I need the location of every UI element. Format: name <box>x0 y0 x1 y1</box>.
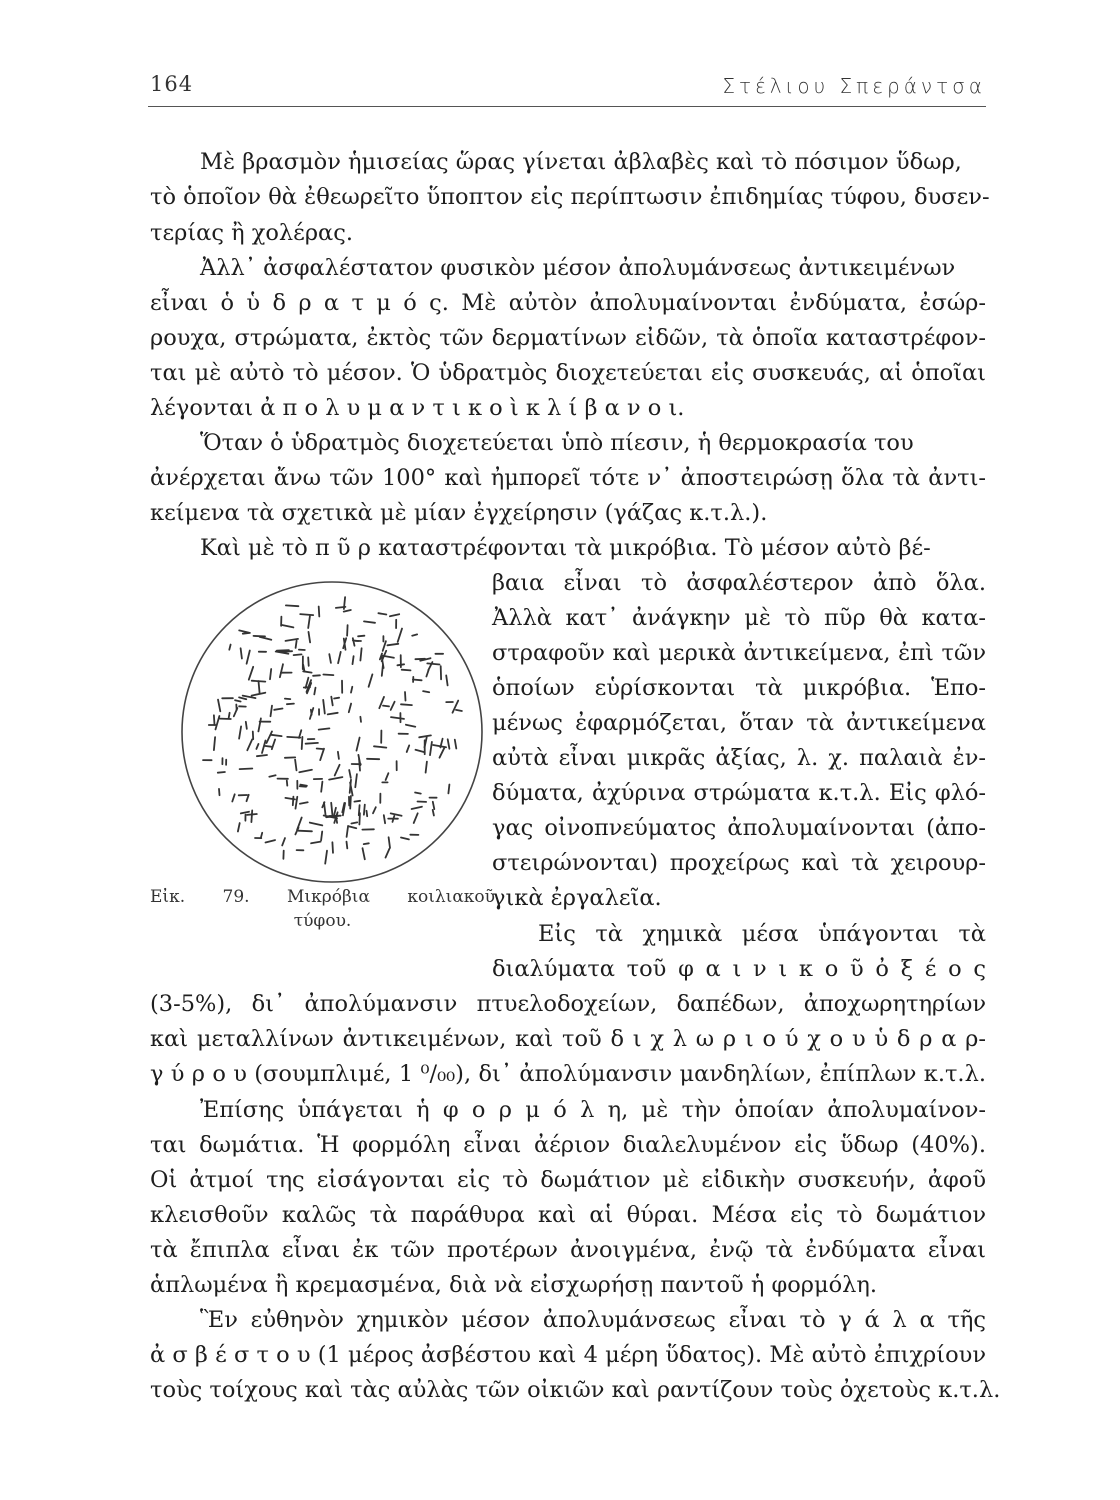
bacillus <box>258 718 261 731</box>
bacillus <box>252 693 266 696</box>
bacillus <box>433 745 446 747</box>
text-line: στειρώνονται) προχείρως καὶ τὰ χειρουρ- <box>492 850 986 876</box>
bacillus <box>334 808 336 815</box>
bacillus <box>382 665 383 676</box>
bacillus <box>338 752 339 759</box>
bacillus <box>298 831 312 832</box>
bacillus <box>369 674 373 686</box>
bacillus <box>414 813 418 823</box>
text-line: δύματα, ἀχύρινα στρώματα κ.τ.λ. Εἰς φλό- <box>492 780 986 806</box>
bacillus <box>440 748 445 758</box>
bacillus <box>238 823 240 831</box>
bacillus <box>357 738 360 751</box>
bacillus <box>364 805 365 815</box>
bacillus <box>329 654 331 663</box>
bacillus <box>364 621 375 622</box>
bacillus <box>378 613 386 614</box>
bacillus <box>349 770 351 778</box>
bacillus <box>214 737 215 750</box>
text-line: ἀνέρχεται ἄνω τῶν 100° καὶ ἠμπορεῖ τότε ν᾽ ἀποστειρώσῃ ὅλα τὰ ἀντι- <box>150 465 986 491</box>
bacillus <box>373 807 376 813</box>
bacillus <box>353 640 358 641</box>
bacillus <box>412 807 422 809</box>
text-line: κλεισθοῦν καλῶς τὰ παράθυρα καὶ αἱ θύραι. Μέσα εἰς τὸ δωμάτιον <box>150 1202 986 1228</box>
bacillus <box>391 702 395 710</box>
bacillus <box>433 802 435 809</box>
bacillus <box>309 632 311 643</box>
bacillus <box>219 789 220 795</box>
text-line: λέγονται ἀ π ο λ υ μ α ν τ ι κ ο ὶ κ λ ί β α ν ο ι. <box>150 395 685 421</box>
bacillus <box>347 625 348 636</box>
text-line: ται μὲ αὐτὸ τὸ μέσον. Ὁ ὑδρατμὸς διοχετεύεται εἰς συσκευάς, αἱ ὁποῖαι <box>150 360 986 386</box>
bacillus <box>229 713 230 718</box>
bacillus <box>229 645 230 650</box>
page-number: 164 <box>150 72 194 96</box>
bacillus <box>367 811 368 816</box>
bacillus <box>419 735 431 737</box>
bacillus <box>254 636 266 637</box>
text-line: ἀ σ β έ σ τ ο υ (1 μέρος ἀσβέστου καὶ 4 μέρη ὕδατος). Μὲ αὐτὸ ἐπιχρίουν <box>150 1342 986 1368</box>
bacillus <box>319 728 330 729</box>
bacillus <box>397 664 404 665</box>
text-line: Μὲ βρασμὸν ἡμισείας ὥρας γίνεται ἀβλαβὲς καὶ τὸ πόσιμον ὕδωρ, <box>200 149 962 175</box>
bacillus <box>331 803 332 815</box>
text-line: ρουχα, στρώματα, ἐκτὸς τῶν δερματίνων εἰδῶν, τὰ ὁποῖα καταστρέφον- <box>150 325 986 351</box>
bacillus <box>423 691 429 692</box>
bacillus <box>386 849 390 858</box>
bacillus <box>416 750 425 752</box>
bacillus <box>430 742 432 755</box>
text-line: Εἰς τὰ χημικὰ μέσα ὑπάγονται τὰ <box>538 921 986 947</box>
caption-line: Εἰκ. 79. Μικρόβια κοιλιακοῦ <box>150 887 495 907</box>
bacillus <box>260 637 272 640</box>
bacillus <box>241 812 249 814</box>
text-line: Ἀλλὰ κατ᾽ ἀνάγκην μὲ τὸ πῦρ θὰ κατα- <box>492 605 986 631</box>
bacillus <box>407 745 410 752</box>
bacillus <box>332 842 333 853</box>
bacillus <box>287 704 294 705</box>
bacillus <box>232 794 234 801</box>
microbes-figure <box>173 573 491 891</box>
bacillus <box>321 832 322 841</box>
text-line: ται δωμάτια. Ἡ φορμόλη εἶναι ἀέριον διαλελυμένον εἰς ὕδωρ (40%). <box>150 1132 986 1158</box>
bacillus <box>313 675 320 676</box>
bacillus <box>317 749 323 750</box>
bacillus <box>257 755 267 756</box>
bacillus <box>349 826 356 828</box>
bacillus <box>308 657 309 665</box>
bacillus <box>259 681 260 693</box>
bacillus <box>391 813 402 815</box>
bacillus <box>239 726 241 738</box>
bacillus <box>364 843 369 844</box>
bacillus <box>334 698 339 699</box>
bacillus <box>282 838 285 845</box>
bacillus <box>329 777 342 780</box>
bacillus <box>214 715 215 725</box>
running-head: Στέλιου Σπεράντσα <box>722 74 986 98</box>
bacillus <box>303 671 311 672</box>
bacillus <box>235 700 241 701</box>
bacillus <box>386 773 389 780</box>
text-line: τὰ ἔπιπλα εἶναι ἐκ τῶν προτέρων ἀνοιγμένα, ἐνῷ τὰ ἐνδύματα εἶναι <box>150 1237 986 1263</box>
bacillus <box>240 769 253 770</box>
bacillus <box>401 838 409 840</box>
bacillus <box>363 848 365 859</box>
bacillus <box>359 759 360 771</box>
bacillus <box>355 774 357 787</box>
bacillus <box>349 704 351 713</box>
bacillus <box>216 716 220 729</box>
text-line: Οἱ ἀτμοί της εἰσάγονται εἰς τὸ δωμάτιον μὲ εἰδικὴν συσκευήν, ἀφοῦ <box>150 1167 986 1193</box>
bacillus <box>271 706 273 717</box>
bacillus <box>358 636 364 637</box>
bacillus <box>344 597 345 609</box>
bacillus <box>261 833 262 838</box>
bacillus <box>383 656 394 658</box>
bacillus <box>314 688 315 695</box>
bacillus <box>265 746 272 747</box>
bacillus <box>285 699 290 700</box>
bacillus <box>446 675 447 685</box>
text-line: ἁπλωμένα ἢ κρεμασμένα, διὰ νὰ εἰσχωρήσῃ παντοῦ ἡ φορμόλη. <box>150 1272 878 1298</box>
bacillus <box>391 717 404 719</box>
bacillus <box>300 802 308 803</box>
bacillus <box>413 680 422 681</box>
bacillus <box>390 614 399 616</box>
bacillus <box>247 739 252 750</box>
bacillus <box>296 641 297 648</box>
caption-line: τύφου. <box>293 911 352 931</box>
bacillus <box>427 663 439 664</box>
bacillus <box>353 638 355 646</box>
text-line: μένως ἐφαρμόζεται, ὅταν τὰ ἀντικείμενα <box>492 710 986 736</box>
bacillus <box>247 651 250 664</box>
bacillus <box>448 785 449 794</box>
bacillus <box>319 607 320 617</box>
text-line: τερίας ἢ χολέρας. <box>150 220 354 246</box>
bacillus <box>387 644 398 646</box>
bacillus <box>350 796 351 809</box>
bacillus <box>323 675 333 676</box>
bacillus <box>270 669 271 679</box>
bacillus <box>299 770 312 772</box>
text-line: αὐτὰ εἶναι μικρᾶς ἀξίας, λ. χ. παλαιὰ ἐν- <box>492 745 986 771</box>
bacillus <box>448 739 450 748</box>
bacillus <box>433 810 434 816</box>
bacillus <box>351 687 352 693</box>
bacillus <box>310 823 323 826</box>
bacillus <box>323 700 325 714</box>
text-line: τὸ ὁποῖον θὰ ἐθεωρεῖτο ὕποπτον εἰς περίπτωσιν ἐπιδημίας τύφου, δυσεν- <box>150 184 990 210</box>
bacillus <box>239 697 246 699</box>
bacillus <box>360 648 361 660</box>
bacillus <box>389 837 390 848</box>
bacillus <box>295 760 296 771</box>
text-line: γ ύ ρ ο υ (σουμπλιμέ, 1 ⁰/₀₀), δι᾽ ἀπολύμανσιν μανδηλίων, ἐπίπλων κ.τ.λ. <box>150 1061 986 1087</box>
bacillus <box>311 842 321 844</box>
bacillus <box>360 717 361 722</box>
text-line: (3-5%), δι᾽ ἀπολύμανσιν πτυελοδοχείων, δαπέδων, ἀποχωρητηρίων <box>150 991 986 1017</box>
text-line: καὶ μεταλλίνων ἀντικειμένων, καὶ τοῦ δ ι χ λ ω ρ ι ο ύ χ ο υ ὑ δ ρ α ρ- <box>150 1026 986 1052</box>
bacillus <box>300 785 307 786</box>
bacillus <box>353 656 354 664</box>
text-line: γικὰ ἐργαλεῖα. <box>492 885 662 911</box>
bacillus <box>306 743 318 744</box>
text-line: τοὺς τοίχους καὶ τὰς αὐλὰς τῶν οἰκιῶν καὶ ραντίζουν τοὺς ὀχετοὺς κ.τ.λ. <box>150 1377 1001 1403</box>
bacillus <box>426 762 427 773</box>
bacillus <box>415 793 421 794</box>
bacillus <box>277 650 289 651</box>
text-line: Ἀλλ᾽ ἀσφαλέστατον φυσικὸν μέσον ἀπολυμάνσεως ἀντικειμένων <box>200 255 956 281</box>
bacillus <box>274 709 282 710</box>
text-line: στραφοῦν καὶ μερικὰ ἀντικείμενα, ἐπὶ τῶν <box>492 640 986 666</box>
microscope-field-circle <box>182 582 482 882</box>
bacillus <box>294 654 302 655</box>
bacillus <box>425 737 427 747</box>
bacillus <box>384 815 385 823</box>
bacillus <box>350 783 353 796</box>
bacillus <box>347 826 349 837</box>
bacillus <box>256 744 258 749</box>
text-line: Ἐπίσης ὑπάγεται ἡ φ ο ρ μ ό λ η, μὲ τὴν ὁποίαν ἀπολυμαίνον- <box>200 1097 986 1123</box>
bacillus <box>359 813 360 824</box>
text-line: βαια εἶναι τὸ ἀσφαλέστερον ἀπὸ ὅλα. <box>492 570 986 596</box>
bacillus <box>383 641 386 651</box>
figure-caption <box>150 885 495 933</box>
bacillus <box>280 664 283 677</box>
bacillus <box>351 822 357 823</box>
text-line: Ἓν εὐθηνὸν χημικὸν μέσον ἀπολυμάνσεως εἶναι τὸ γ ά λ α τῆς <box>200 1307 986 1333</box>
bacillus <box>406 725 415 727</box>
bacillus <box>293 797 294 806</box>
bacillus <box>405 692 406 701</box>
bacillus <box>374 746 386 747</box>
bacillus <box>251 810 252 822</box>
bacillus <box>331 697 332 706</box>
bacillus <box>347 842 348 849</box>
text-line: κείμενα τὰ σχετικὰ μὲ μίαν ἐγχείρησιν (γάζας κ.τ.λ.). <box>150 500 768 526</box>
bacillus <box>267 731 273 743</box>
bacillus <box>344 610 351 612</box>
bacillus <box>287 781 288 786</box>
bacilli-group <box>203 597 462 864</box>
bacillus <box>321 782 322 792</box>
bacillus <box>249 667 253 680</box>
bacillus <box>218 700 220 712</box>
bacillus <box>401 704 412 705</box>
bacillus <box>269 775 275 776</box>
text-line: διαλύματα τοῦ φ α ι ν ι κ ο ῦ ὀ ξ έ ο ς <box>492 956 986 982</box>
text-line: Ὅταν ὁ ὑδρατμὸς διοχετεύεται ὑπὸ πίεσιν, ἡ θερμοκρασία του <box>200 430 914 456</box>
bacillus <box>246 722 247 729</box>
text-line: γας οἰνοπνεύματος ἀπολυμαίνονται (ἀπο- <box>492 815 986 841</box>
bacillus <box>383 706 389 707</box>
text-line: ὁποίων εὑρίσκονται τὰ μικρόβια. Ἑπο- <box>492 675 986 701</box>
bacillus <box>296 797 298 809</box>
text-line: Καὶ μὲ τὸ π ῦ ρ καταστρέφονται τὰ μικρόβια. Τὸ μέσον αὐτὸ βέ- <box>200 535 931 561</box>
bacillus <box>300 614 313 615</box>
bacillus <box>402 670 411 671</box>
bacillus <box>272 740 275 750</box>
bacillus <box>287 737 300 738</box>
bacillus <box>286 605 299 606</box>
bacillus <box>239 630 249 632</box>
bacillus <box>234 708 238 716</box>
bacillus <box>218 772 225 773</box>
bacillus <box>335 765 340 776</box>
bacillus <box>398 629 402 642</box>
bacillus <box>328 713 338 715</box>
bacillus <box>354 801 360 802</box>
bacillus <box>271 735 282 736</box>
bacillus <box>308 616 310 628</box>
bacillus <box>281 625 293 628</box>
bacillus <box>320 749 324 760</box>
bacillus <box>241 648 242 658</box>
bacillus <box>455 740 457 749</box>
bacillus <box>266 840 276 842</box>
bacillus <box>325 851 327 864</box>
bacillus <box>338 652 341 663</box>
text-line: εἶναι ὁ ὑ δ ρ α τ μ ό ς. Μὲ αὐτὸν ἀπολυμαίνονται ἐνδύματα, ἐσώρ- <box>150 290 986 316</box>
bacillus <box>302 737 303 749</box>
page-header <box>148 66 986 107</box>
bacillus <box>412 634 417 635</box>
bacillus <box>456 710 462 711</box>
